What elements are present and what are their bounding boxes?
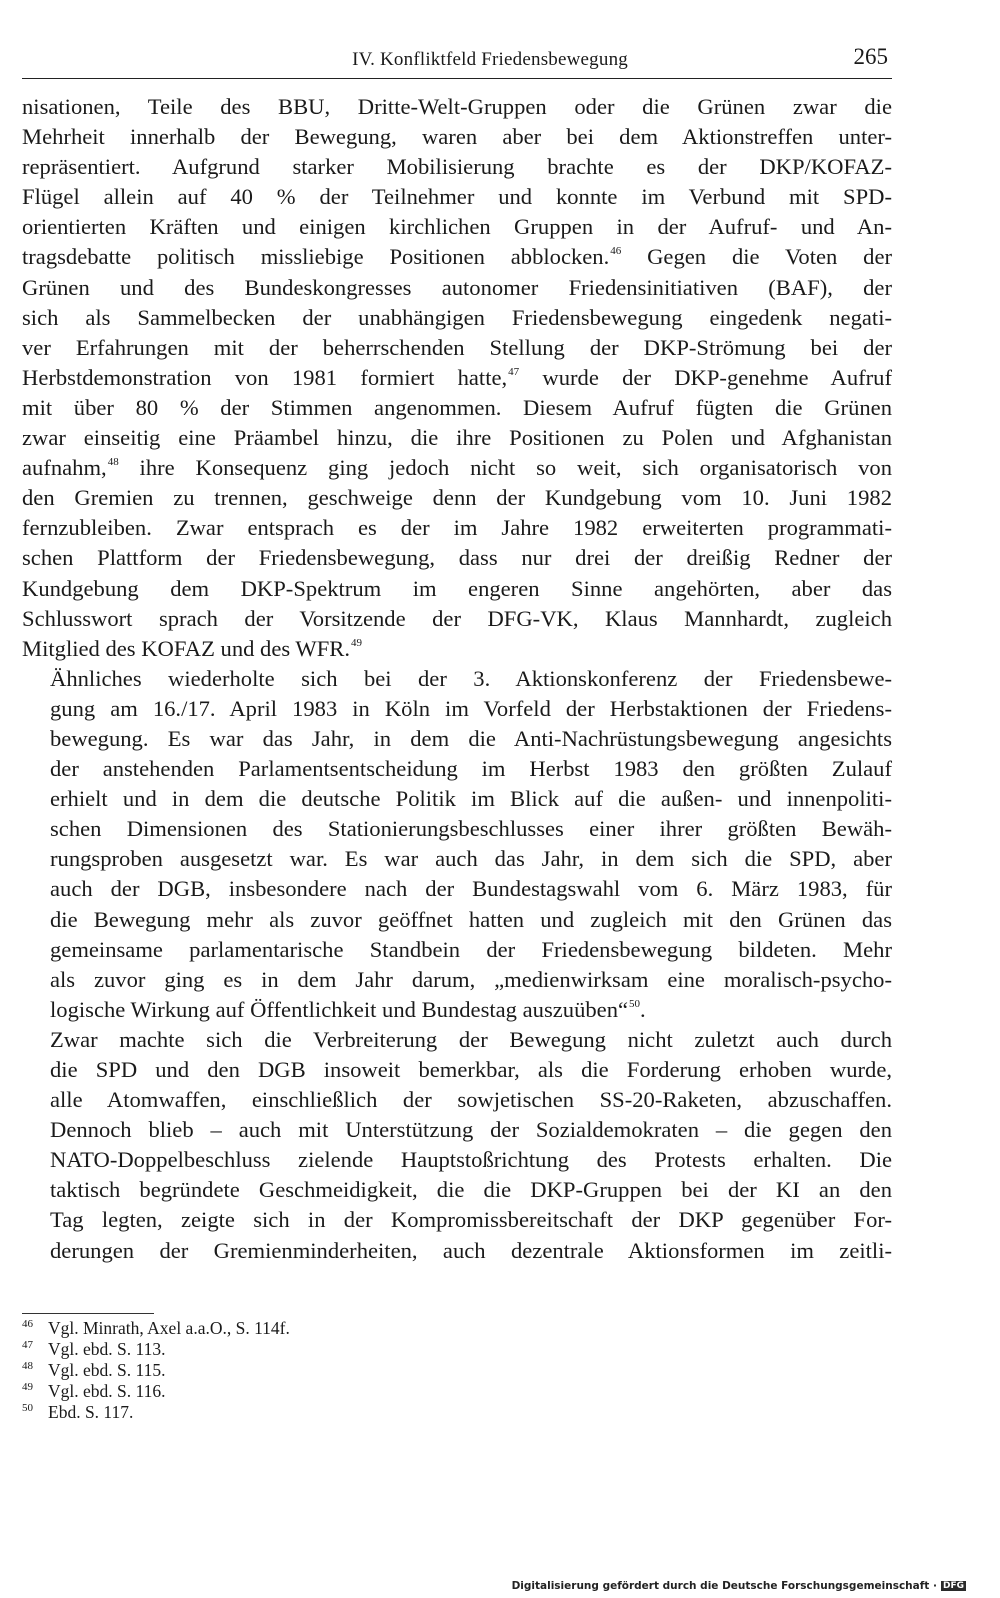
- text-fragment: aufnahm,: [22, 455, 107, 481]
- body-text: [22, 92, 892, 1266]
- text-line: [22, 634, 892, 664]
- text-line: [22, 363, 892, 393]
- text-line: fernzubleiben. Zwar entsprach es der im Jahre 1982 erweiterten programmati-: [22, 515, 892, 541]
- text-line: rungsproben ausgesetzt war. Es war auch das Jahr, in dem sich die SPD, aber: [50, 846, 892, 872]
- footnote-47: 47 Vgl. ebd. S. 113.: [22, 1339, 166, 1359]
- text-line: die SPD und den DGB insoweit bemerkbar, als die Forderung erhoben wurde,: [50, 1057, 892, 1082]
- paragraph-3: [22, 1025, 892, 1266]
- text-fragment: Gegen die Voten der: [621, 244, 893, 270]
- text-line: alle Atomwaffen, einschließlich der sowjetischen SS-20-Raketen, abzuschaffen.: [50, 1087, 892, 1113]
- text-line: Ähnliches wiederholte sich bei der 3. Aktionskonferenz der Friedensbewe-: [50, 665, 892, 691]
- footnote-49: 49 Vgl. ebd. S. 116.: [22, 1381, 166, 1401]
- footnote-text: Vgl. ebd. S. 113.: [48, 1339, 166, 1359]
- running-title: IV. Konfliktfeld Friedensbewegung: [352, 49, 628, 70]
- text-line: schen Dimensionen des Stationierungsbeschlusses einer ihrer größten Bewäh-: [50, 816, 892, 842]
- text-line: schen Plattform der Friedensbewegung, dass nur drei der dreißig Redner der: [22, 545, 892, 571]
- footnote-ref-46[interactable]: 46: [610, 245, 622, 258]
- footnote-ref-50[interactable]: 50: [629, 997, 641, 1010]
- digitization-text: Digitalisierung gefördert durch die Deutsche Forschungsgemeinschaft ·: [511, 1580, 937, 1592]
- text-line: zwar einseitig eine Präambel hinzu, die ihre Positionen zu Polen und Afghanistan: [22, 425, 892, 451]
- footnote-text: Vgl. ebd. S. 116.: [48, 1381, 166, 1401]
- footnote-text: Ebd. S. 117.: [48, 1402, 134, 1422]
- text-line: Mehrheit innerhalb der Bewegung, waren aber bei dem Aktionstreffen unter-: [22, 124, 892, 150]
- footnote-divider: [22, 1313, 154, 1314]
- text-line: bewegung. Es war das Jahr, in dem die Anti-Nachrüstungsbewegung angesichts: [50, 725, 892, 751]
- footnote-ref-49[interactable]: 49: [351, 636, 363, 649]
- text-line: Dennoch blieb – auch mit Unterstützung der Sozialdemokraten – die gegen den: [50, 1117, 892, 1143]
- footnote-ref-47[interactable]: 47: [508, 365, 520, 378]
- page-number: 265: [853, 44, 888, 69]
- text-line: derungen der Gremienminderheiten, auch dezentrale Aktionsformen im zeitli-: [50, 1237, 892, 1263]
- text-line: ver Erfahrungen mit der beherrschenden Stellung der DKP-Strömung bei der: [22, 334, 892, 360]
- text-line: Schlusswort sprach der Vorsitzende der DFG-VK, Klaus Mannhardt, zugleich: [22, 605, 892, 631]
- paragraph-2: [22, 664, 892, 1025]
- text-fragment: logische Wirkung auf Öffentlichkeit und Bundestag auszuüben“: [50, 996, 629, 1022]
- text-line: repräsentiert. Aufgrund starker Mobilisierung brachte es der DKP/KOFAZ-: [22, 154, 892, 180]
- text-line: [22, 995, 892, 1025]
- footnotes: [22, 1318, 622, 1423]
- text-line: als zuvor ging es in dem Jahr darum, „medienwirksam eine moralisch-psycho-: [50, 966, 892, 992]
- text-line: nisationen, Teile des BBU, Dritte-Welt-Gruppen oder die Grünen zwar die: [22, 94, 892, 119]
- text-line: den Gremien zu trennen, geschweige denn der Kundgebung vom 10. Juni 1982: [22, 485, 892, 511]
- text-line: Grünen und des Bundeskongresses autonomer Friedensinitiativen (BAF), der: [22, 274, 892, 300]
- footnote-ref-48[interactable]: 48: [107, 456, 119, 469]
- text-line: [22, 242, 892, 272]
- text-line: orientierten Kräften und einigen kirchlichen Gruppen in der Aufruf- und An-: [22, 214, 892, 240]
- text-line: sich als Sammelbecken der unabhängigen Friedensbewegung eingedenk negati-: [22, 304, 892, 330]
- footnote-50: 50 Ebd. S. 117.: [22, 1402, 134, 1422]
- footnote-46: 46 Vgl. Minrath, Axel a.a.O., S. 114f.: [22, 1318, 290, 1338]
- text-fragment: ihre Konsequenz ging jedoch nicht so weit, sich organisatorisch von: [118, 455, 892, 481]
- running-header: [22, 44, 892, 79]
- text-fragment: .: [640, 996, 646, 1022]
- text-line: mit über 80 % der Stimmen angenommen. Diesem Aufruf fügten die Grünen: [22, 394, 892, 420]
- dfg-logo: DFG: [942, 1581, 964, 1591]
- text-line: die Bewegung mehr als zuvor geöffnet hatten und zugleich mit den Grünen das: [50, 906, 892, 932]
- text-line: erhielt und in dem die deutsche Politik im Blick auf die außen- und innenpoliti-: [50, 786, 892, 812]
- text-fragment: Mitglied des KOFAZ und des WFR.: [22, 635, 351, 661]
- text-line: [22, 453, 892, 483]
- footnote-text: Vgl. ebd. S. 115.: [48, 1360, 166, 1380]
- footnote-text: Vgl. Minrath, Axel a.a.O., S. 114f.: [48, 1318, 290, 1338]
- text-fragment: tragsdebatte politisch missliebige Positionen abblocken.: [22, 244, 610, 270]
- paragraph-1: [22, 92, 892, 664]
- text-line: Zwar machte sich die Verbreiterung der Bewegung nicht zuletzt auch durch: [50, 1026, 892, 1052]
- text-line: NATO-Doppelbeschluss zielende Hauptstoßrichtung des Protests erhalten. Die: [50, 1147, 892, 1173]
- footnote-48: 48 Vgl. ebd. S. 115.: [22, 1360, 166, 1380]
- text-line: gemeinsame parlamentarische Standbein der Friedensbewegung bildeten. Mehr: [50, 936, 892, 962]
- text-line: gung am 16./17. April 1983 in Köln im Vorfeld der Herbstaktionen der Friedens-: [50, 695, 892, 721]
- text-line: Flügel allein auf 40 % der Teilnehmer und konnte im Verbund mit SPD-: [22, 184, 892, 210]
- text-fragment: Herbstdemonstration von 1981 formiert hatte,: [22, 364, 508, 390]
- text-line: der anstehenden Parlamentsentscheidung im Herbst 1983 den größten Zulauf: [50, 756, 892, 782]
- text-line: Tag legten, zeigte sich in der Kompromissbereitschaft der DKP gegenüber For-: [50, 1207, 892, 1233]
- digitization-note: [512, 1580, 966, 1592]
- text-line: taktisch begründete Geschmeidigkeit, die die DKP-Gruppen bei der KI an den: [50, 1177, 892, 1203]
- text-line: Kundgebung dem DKP-Spektrum im engeren Sinne angehörten, aber das: [22, 575, 892, 601]
- text-line: auch der DGB, insbesondere nach der Bundestagswahl vom 6. März 1983, für: [50, 876, 892, 902]
- text-fragment: wurde der DKP-genehme Aufruf: [519, 364, 892, 390]
